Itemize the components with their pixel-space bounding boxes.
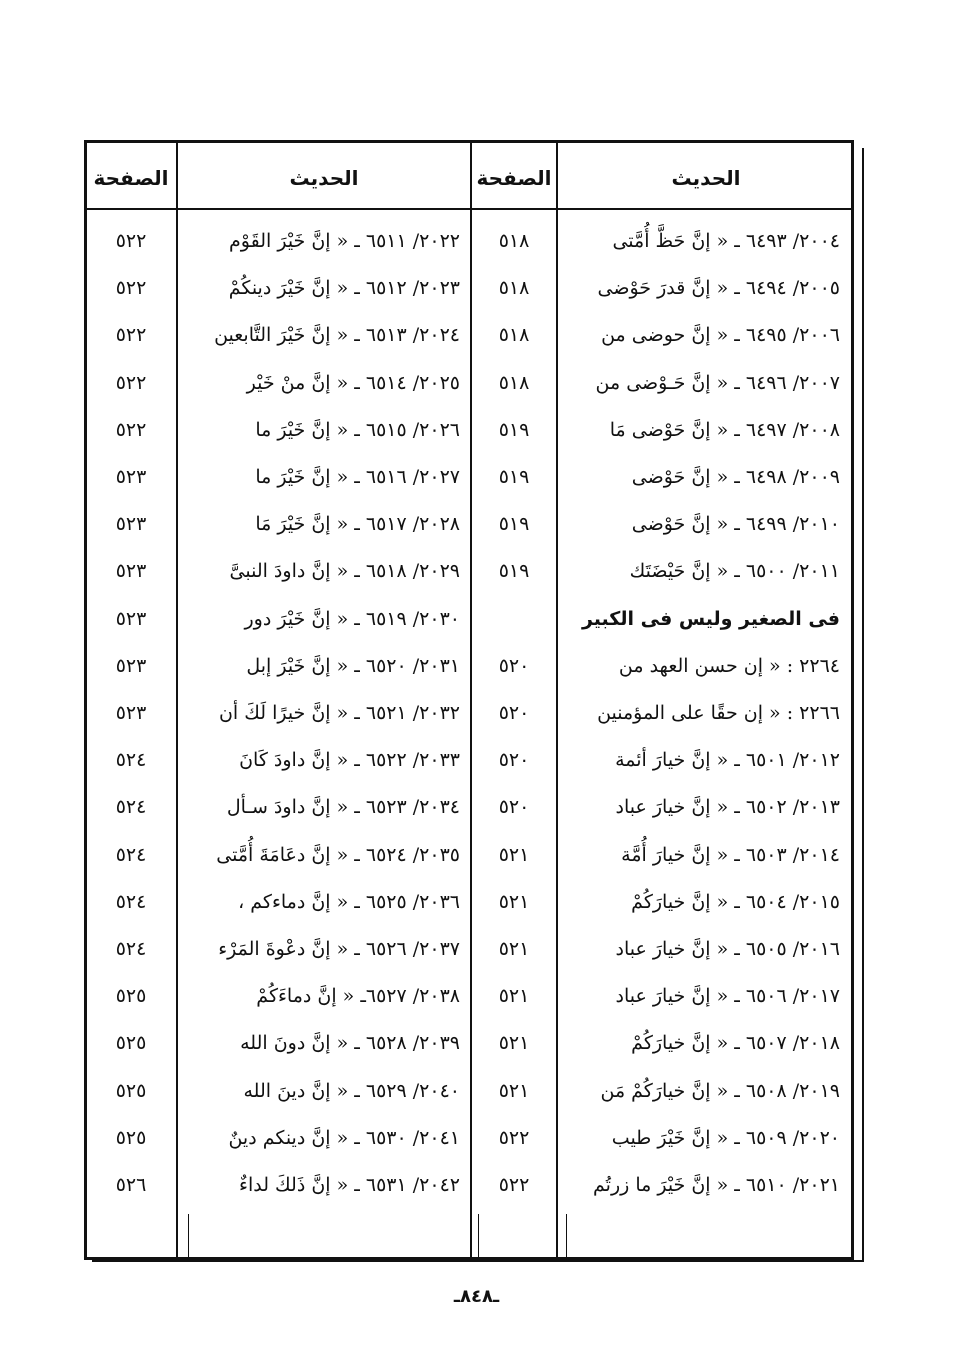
page-ref: ٥٢٣ <box>115 512 147 535</box>
section-title: فى الصغير وليس فى الكبير <box>581 607 840 630</box>
page-ref: ٥٢٤ <box>115 843 147 866</box>
hadith-entry: ٢٠٠٨/ ٦٤٩٧ ـ « إنَّ حَوْضى مَا <box>609 418 840 441</box>
hadith-entry: ٢٠٣٦/ ٦٥٢٥ ـ « إنَّ دماءكم ، <box>238 890 460 913</box>
page-ref: ٥٢٦ <box>115 1173 147 1196</box>
hadith-entry: ٢٠٤٢/ ٦٥٣١ ـ « إنَّ ذَلكَ لداءٌ <box>239 1173 460 1196</box>
page-ref: ٥٢٢ <box>115 323 147 346</box>
hadith-entry: ٢٠٣٠/ ٦٥١٩ ـ « إنَّ خَيْرَ دور <box>244 607 460 630</box>
page-number: ـ٨٤٨ـ <box>453 1286 500 1307</box>
page-ref: ٥٢٢ <box>115 418 147 441</box>
page-ref: ٥٢٥ <box>115 1079 147 1102</box>
hadith-entry: ٢٠٠٩/ ٦٤٩٨ ـ « إنَّ حَوْضى <box>631 465 840 488</box>
page-ref: ٥٢٠ <box>498 654 530 677</box>
hadith-entry: ٢٠٢٥/ ٦٥١٤ ـ « إنَّ منْ خَيْر <box>246 371 460 394</box>
page-ref: ٥٢٢ <box>115 276 147 299</box>
hadith-entry: ٢٢٦٤ : « إن حسن العهد من <box>618 654 840 677</box>
hadith-entry: ٢٠٠٦/ ٦٤٩٥ ـ « إنَّ حوضى من <box>601 323 840 346</box>
hadith-entry: ٢٠٣٣/ ٦٥٢٢ ـ « إنَّ داودَ كَانَ <box>239 748 460 771</box>
page-ref: ٥٢٢ <box>498 1126 530 1149</box>
header-right-hadith: الحديث <box>671 166 741 190</box>
hadith-entry: ٢٠١٧/ ٦٥٠٦ ـ « إنَّ خيارَ عباد <box>615 984 840 1007</box>
hadith-entry: ٢٠١٨/ ٦٥٠٧ ـ « إنَّ خيارَكُمْ <box>631 1031 840 1054</box>
hadith-entry: ٢٠١٣/ ٦٥٠٢ ـ « إنَّ خيارَ عباد <box>615 795 840 818</box>
hadith-entry: ٢٠٠٧/ ٦٤٩٦ ـ « إنَّ حَـوْضى من <box>595 371 840 394</box>
page-ref: ٥١٩ <box>498 559 530 582</box>
page-ref: ٥١٨ <box>498 371 530 394</box>
page-ref: ٥٢٤ <box>115 890 147 913</box>
page-ref: ٥٢١ <box>498 984 530 1007</box>
page-ref: ٥٢٣ <box>115 559 147 582</box>
header-right-page: الصفحة <box>476 166 552 190</box>
hadith-entry: ٢٠٢٦/ ٦٥١٥ ـ « إنَّ خَيْرَ ما <box>255 418 460 441</box>
divider-center-tail <box>478 1214 479 1258</box>
hadith-entry: ٢٠٢٠/ ٦٥٠٩ ـ « إنَّ خَيْرَ طيب <box>611 1126 840 1149</box>
page-ref: ٥٢٤ <box>115 795 147 818</box>
header-left-hadith: الحديث <box>289 166 359 190</box>
page-ref: ٥٢١ <box>498 843 530 866</box>
page-ref: ٥٢٣ <box>115 701 147 724</box>
hadith-entry: ٢٠٣٨/ ٦٥٢٧ـ « إنَّ دماءَكُمْ <box>256 984 460 1007</box>
page-ref: ٥٢٢ <box>115 371 147 394</box>
page-ref: ٥٢٣ <box>115 607 147 630</box>
hadith-entry: ٢٠٠٥/ ٦٤٩٤ ـ « إنَّ قدرَ حَوْضى <box>597 276 840 299</box>
hadith-entry: ٢٠٣٥/ ٦٥٢٤ ـ « إنَّ دعَامَةَ أُمَّتى <box>216 843 460 866</box>
page-ref: ٥١٩ <box>498 418 530 441</box>
hadith-entry: ٢٠٤٠/ ٦٥٢٩ ـ « إنَّ دينَ الله <box>243 1079 460 1102</box>
page-ref: ٥١٩ <box>498 465 530 488</box>
page-ref: ٥٢٤ <box>115 748 147 771</box>
page-ref: ٥٢٥ <box>115 984 147 1007</box>
page-ref: ٥٢١ <box>498 1079 530 1102</box>
hadith-entry: ٢٠١٥/ ٦٥٠٤ ـ « إنَّ خيارَكُمْ <box>631 890 840 913</box>
divider-left-page-tail <box>188 1214 189 1258</box>
header-underline <box>86 208 852 210</box>
hadith-entry: ٢٠٢٩/ ٦٥١٨ ـ « إنَّ داودَ النبىَّ <box>229 559 460 582</box>
page-ref: ٥٢٥ <box>115 1031 147 1054</box>
page-ref: ٥٢٢ <box>115 229 147 252</box>
page-ref: ٥١٩ <box>498 512 530 535</box>
page-ref: ٥٢٠ <box>498 748 530 771</box>
hadith-entry: ٢٠٢٣/ ٦٥١٢ ـ « إنَّ خَيْرَ دينكُمْ <box>228 276 460 299</box>
hadith-entry: ٢٠١١/ ٦٥٠٠ ـ « إنَّ حَيْضَتَك <box>629 559 840 582</box>
hadith-entry: ٢٠٢٤/ ٦٥١٣ ـ « إنَّ خَيْرَ التَّابعين <box>214 323 460 346</box>
header-left-page: الصفحة <box>93 166 169 190</box>
page-ref: ٥٢٥ <box>115 1126 147 1149</box>
hadith-entry: ٢٠٢٧/ ٦٥١٦ ـ « إنَّ خَيْرَ ما <box>255 465 460 488</box>
hadith-entry: ٢٠٠٤/ ٦٤٩٣ ـ « إنَّ حَظَّ أُمَّتى <box>612 229 840 252</box>
page-ref: ٥٢٣ <box>115 654 147 677</box>
hadith-entry: ٢٠١٩/ ٦٥٠٨ ـ « إنَّ خيارَكُمْ مَن <box>600 1079 840 1102</box>
divider-left-page <box>176 142 178 1258</box>
hadith-entry: ٢٠٢٨/ ٦٥١٧ ـ « إنَّ خَيْرَ مَا <box>255 512 460 535</box>
divider-right-page <box>556 142 558 1258</box>
page-ref: ٥٢٣ <box>115 465 147 488</box>
hadith-entry: ٢٠٢١/ ٦٥١٠ ـ « إنَّ خَيْرَ ما زرتُم <box>593 1173 840 1196</box>
hadith-entry: ٢٠٣٩/ ٦٥٢٨ ـ « إنَّ دونَ الله <box>240 1031 460 1054</box>
hadith-entry: ٢٠١٤/ ٦٥٠٣ ـ « إنَّ خيارَ أُمَّة <box>621 843 840 866</box>
page-ref: ٥٢٠ <box>498 795 530 818</box>
hadith-entry: ٢٠٣٢/ ٦٥٢١ ـ « إنَّ خيرًا لَكَ أن <box>218 701 460 724</box>
page-ref: ٥١٨ <box>498 323 530 346</box>
hadith-entry: ٢٠٤١/ ٦٥٣٠ ـ « إنَّ دينكم دينٌ <box>228 1126 460 1149</box>
divider-right-page-tail <box>566 1214 567 1258</box>
page-ref: ٥١٨ <box>498 276 530 299</box>
hadith-entry: ٢٠٣١/ ٦٥٢٠ ـ « إنَّ خَيْرَ إبل <box>246 654 460 677</box>
page-ref: ٥٢١ <box>498 937 530 960</box>
hadith-entry: ٢٢٦٦ : « إن حقًا على المؤمنين <box>597 701 840 724</box>
page-ref <box>472 595 556 642</box>
hadith-entry: ٢٠١٢/ ٦٥٠١ ـ « إنَّ خيارَ أئمة <box>615 748 840 771</box>
hadith-entry: ٢٠٢٢/ ٦٥١١ ـ « إنَّ خَيْرَ القَوْم <box>229 229 460 252</box>
page-ref: ٥١٨ <box>498 229 530 252</box>
hadith-entry: ٢٠١٠/ ٦٤٩٩ ـ « إنَّ حَوْضى <box>631 512 840 535</box>
page-ref: ٥٢١ <box>498 1031 530 1054</box>
hadith-entry: ٢٠٣٤/ ٦٥٢٣ ـ « إنَّ داودَ سـأل <box>226 795 460 818</box>
hadith-entry: ٢٠١٦/ ٦٥٠٥ ـ « إنَّ خيارَ عباد <box>615 937 840 960</box>
hadith-entry: ٢٠٣٧/ ٦٥٢٦ ـ « إنَّ دعْوةَ المَرْء <box>218 937 460 960</box>
page-ref: ٥٢٤ <box>115 937 147 960</box>
page-ref: ٥٢٢ <box>498 1173 530 1196</box>
page-ref: ٥٢٠ <box>498 701 530 724</box>
page-ref: ٥٢١ <box>498 890 530 913</box>
